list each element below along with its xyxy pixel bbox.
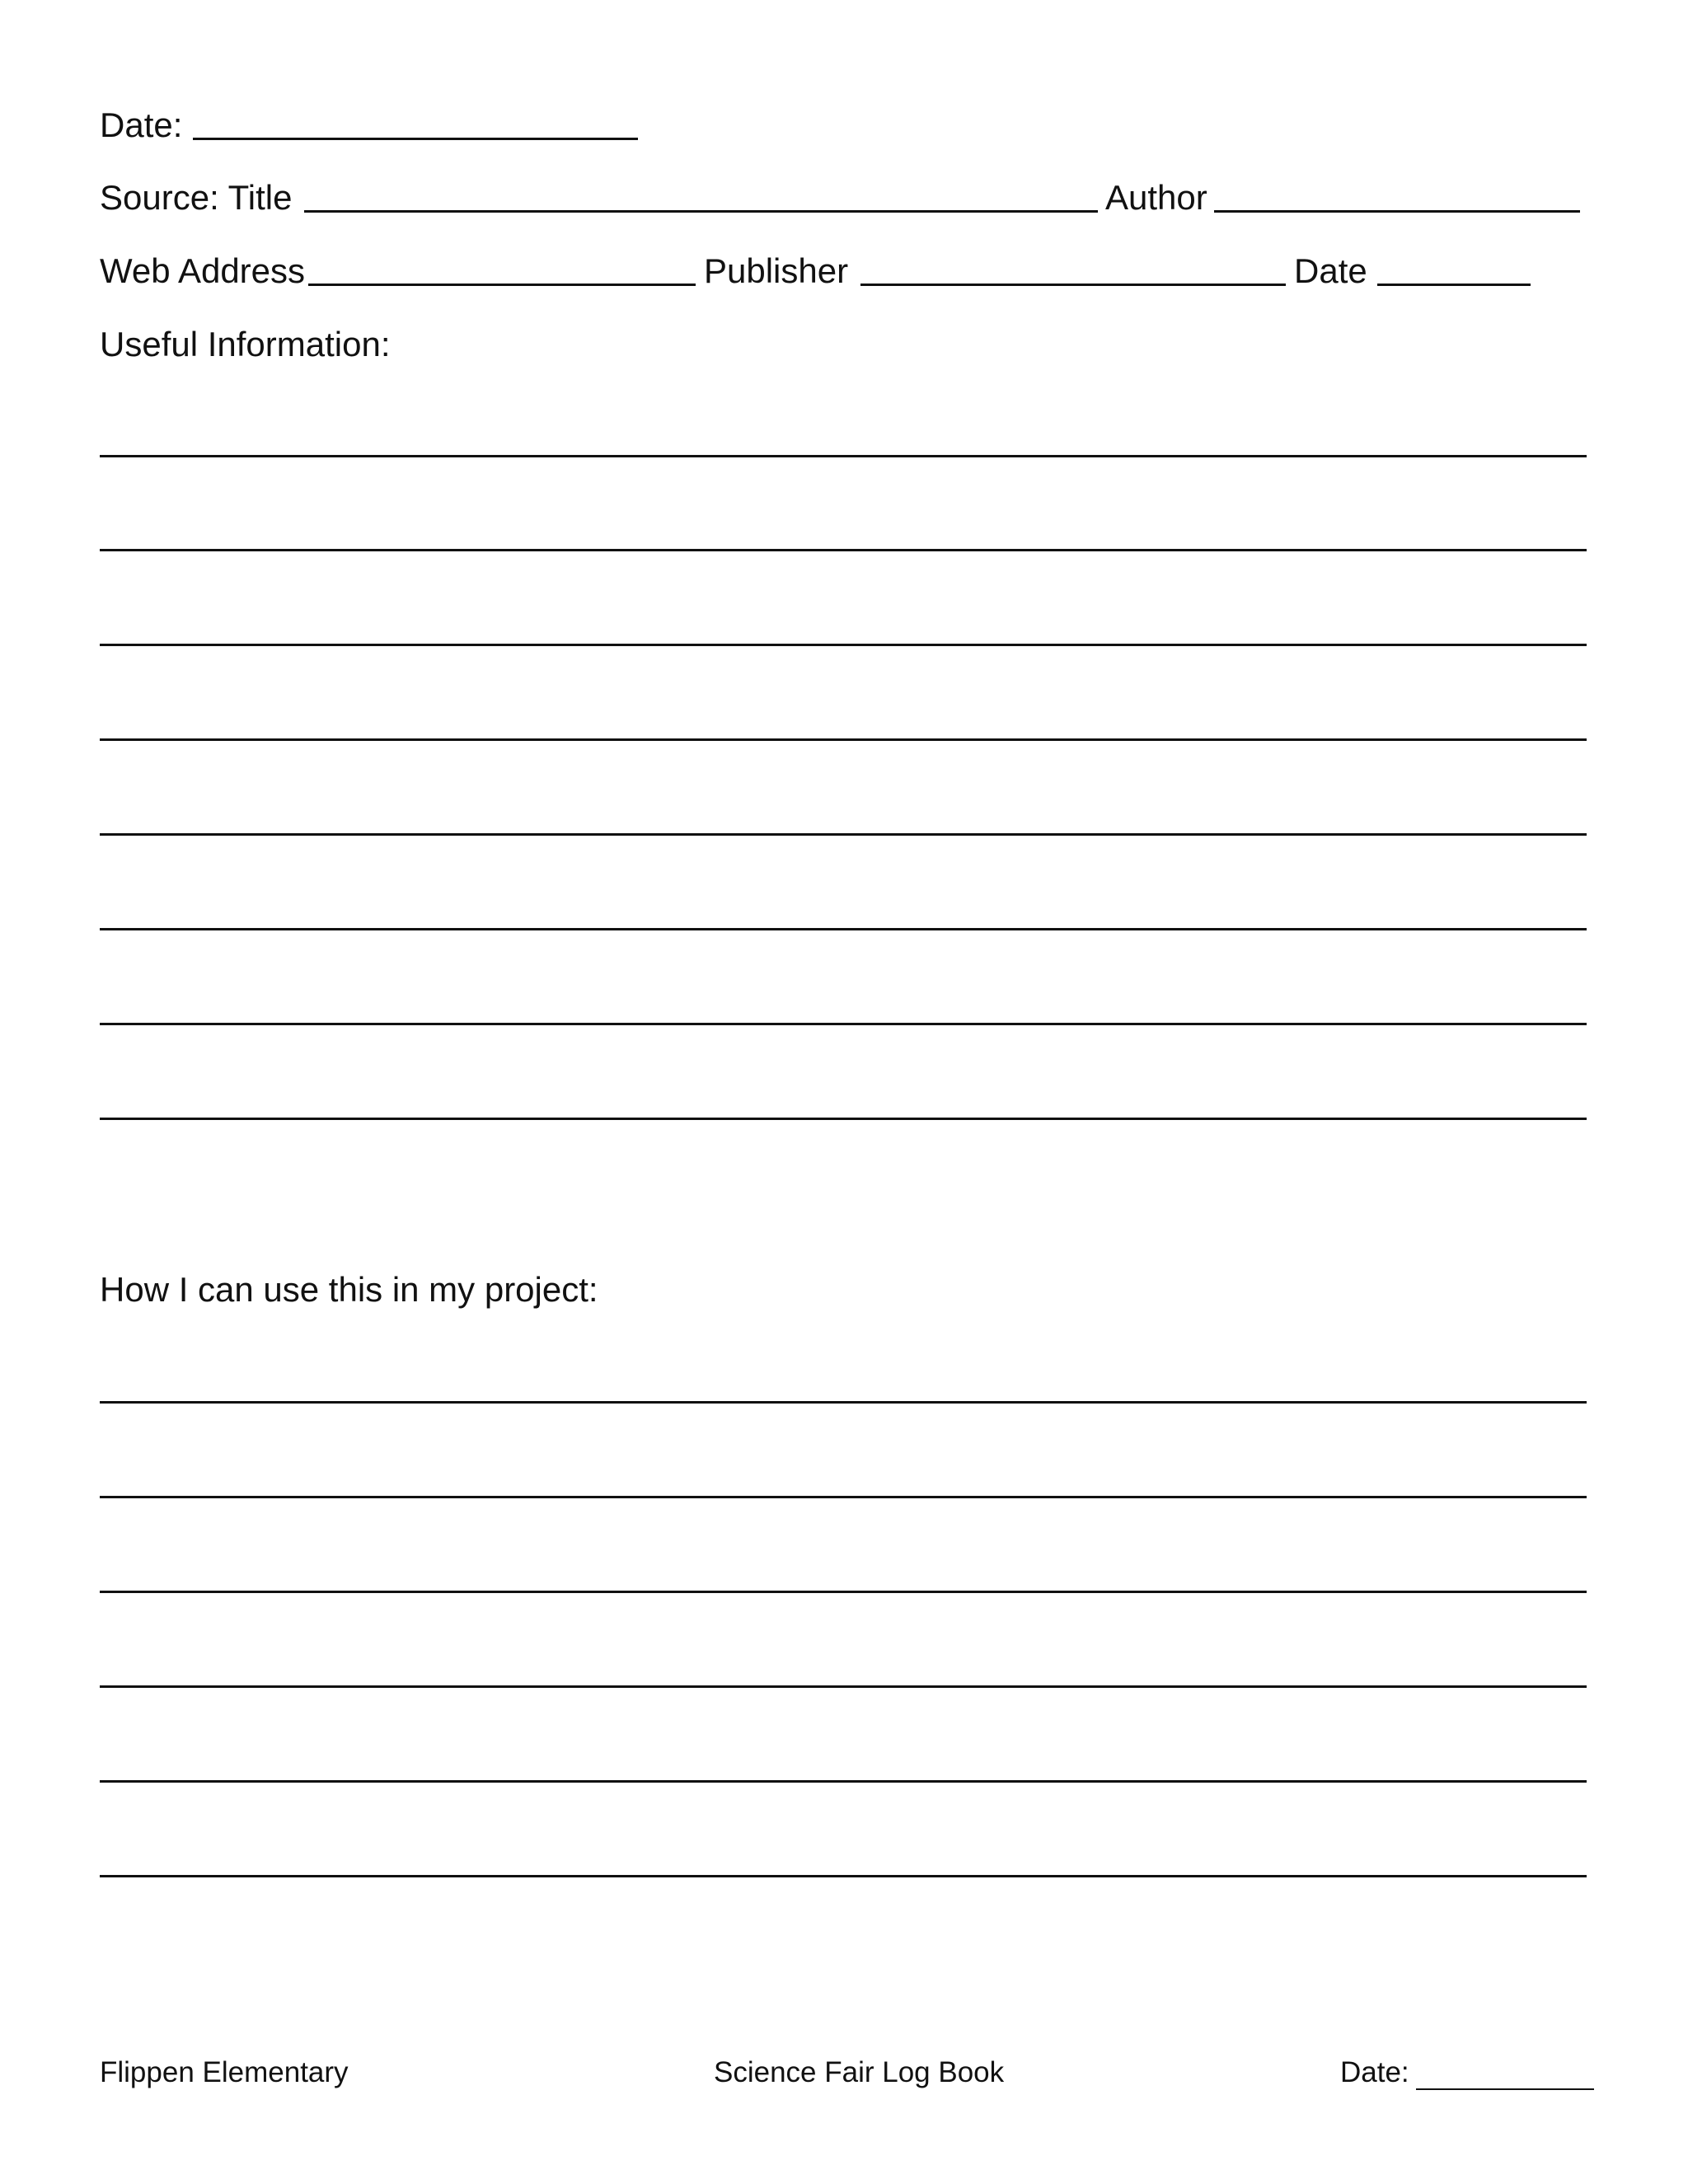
author-label: Author bbox=[1105, 178, 1207, 217]
useful-info-line[interactable] bbox=[100, 928, 1587, 930]
project-use-heading: How I can use this in my project: bbox=[100, 1270, 598, 1309]
useful-info-line[interactable] bbox=[100, 738, 1587, 741]
footer-school: Flippen Elementary bbox=[100, 2056, 349, 2088]
pub-date-label: Date bbox=[1294, 251, 1367, 290]
project-use-line[interactable] bbox=[100, 1875, 1587, 1877]
date-label: Date: bbox=[100, 105, 183, 144]
footer-title: Science Fair Log Book bbox=[714, 2056, 1005, 2088]
useful-info-line[interactable] bbox=[100, 455, 1587, 457]
useful-info-line[interactable] bbox=[100, 1118, 1587, 1120]
useful-info-line[interactable] bbox=[100, 1023, 1587, 1025]
project-use-line[interactable] bbox=[100, 1401, 1587, 1404]
source-row bbox=[100, 173, 1587, 223]
date-blank[interactable] bbox=[193, 101, 638, 140]
author-blank[interactable] bbox=[1214, 173, 1580, 213]
source-title-label: Source: Title bbox=[100, 178, 293, 217]
project-use-line[interactable] bbox=[100, 1780, 1587, 1783]
footer-date-label: Date: bbox=[1340, 2056, 1409, 2088]
date-row bbox=[100, 101, 1587, 150]
project-use-line[interactable] bbox=[100, 1685, 1587, 1688]
project-use-line[interactable] bbox=[100, 1496, 1587, 1498]
web-publisher-row bbox=[100, 246, 1587, 296]
publisher-blank[interactable] bbox=[860, 246, 1286, 286]
web-address-label: Web Address bbox=[100, 251, 306, 290]
useful-info-heading: Useful Information: bbox=[100, 325, 391, 363]
useful-info-line[interactable] bbox=[100, 833, 1587, 836]
project-use-line[interactable] bbox=[100, 1591, 1587, 1593]
source-title-blank[interactable] bbox=[304, 173, 1098, 213]
useful-info-line[interactable] bbox=[100, 549, 1587, 551]
useful-info-line[interactable] bbox=[100, 644, 1587, 646]
publisher-label: Publisher bbox=[704, 251, 849, 290]
pub-date-blank[interactable] bbox=[1377, 246, 1531, 286]
footer-date-blank[interactable] bbox=[1416, 2052, 1594, 2090]
web-address-blank[interactable] bbox=[308, 246, 696, 286]
footer-date bbox=[1340, 2052, 1596, 2093]
